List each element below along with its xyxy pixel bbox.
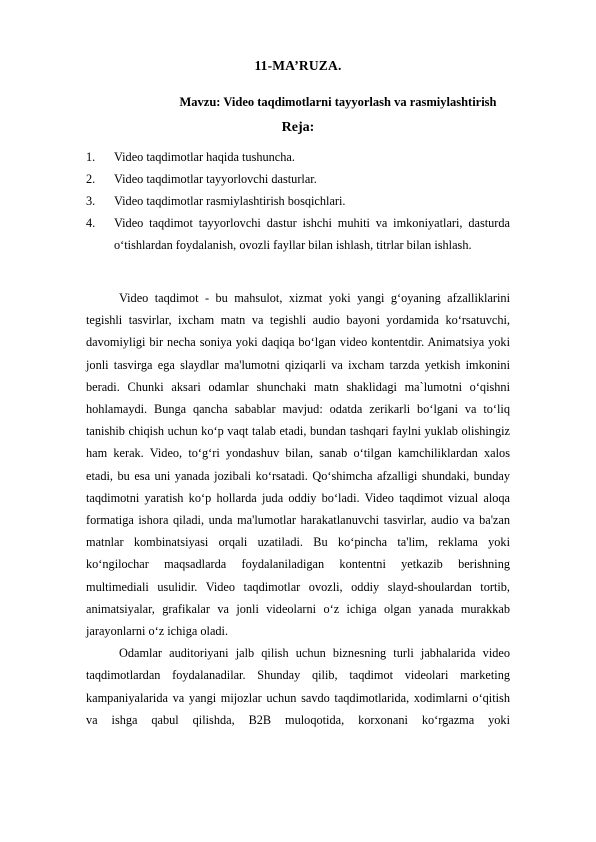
- plan-item-text: Video taqdimotlar rasmiylashtirish bosqichlari.: [114, 194, 346, 208]
- plan-item: [86, 190, 510, 212]
- plan-item-number: 1.: [86, 150, 96, 164]
- paragraph: Odamlar auditoriyani jalb qilish uchun biznesning turli jabhalarida video taqdimotlardan foydalanadilar. Shunday qilib, taqdimot videolari marketing kampaniyalarida va yangi mijozlar uchun savdo taqdimotlarida, xodimlarni o‘qitish va ishga qabul qilishda, B2B muloqotida, korxonani ko‘rgazma yoki: [86, 646, 510, 727]
- plan-item-text: Video taqdimotlar tayyorlovchi dasturlar.: [114, 172, 317, 186]
- plan-item-text: Video taqdimot tayyorlovchi dastur ishchi muhiti va imkoniyatlari, dasturda o‘tishlardan foydalanish, ovozli fayllar bilan ishlash, titrlar bilan ishlash.: [114, 216, 510, 252]
- lecture-title: 11-MA’RUZA.: [254, 58, 342, 73]
- plan-item-number: 2.: [86, 172, 96, 186]
- body-text: [86, 287, 510, 731]
- plan-item-text: Video taqdimotlar haqida tushuncha.: [114, 150, 295, 164]
- plan-item-number: 3.: [86, 194, 96, 208]
- plan-item-number: 4.: [86, 216, 96, 230]
- paragraph: Video taqdimot - bu mahsulot, xizmat yoki yangi g‘oyaning afzalliklarini tegishli tasvirlar, ixcham matn va tegishli audio bayoni yordamida ko‘rsatuvchi, davomiyligi bir necha soniya yoki daqiqa bo‘lgan video kontentdir. Animatsiya yoki jonli tasvirga ega slaydlar ma'lumotni qiziqarli va ixcham tarzda yetkish imkonini beradi. Chunki aksari odamlar shunchaki matn shaklidagi ma`lumotni o‘qishni hohlamaydi. Bunga qancha sabablar mavjud: odatda zerikarli bo‘lgani va to‘liq tanishib chiqish uchun ko‘p vaqt talab etadi, bundan tashqari faylni yuklab olishingiz ham kerak. Video, to‘g‘ri yondashuv bilan, sanab o‘tilgan kamchiliklardan xalos etadi, bu esa uni yanada jozibali ko‘rsatadi. Qo‘shimcha afzalligi shundaki, bunday taqdimotni yaratish ko‘p hollarda juda oddiy bo‘ladi. Video taqdimot vizual aloqa formatiga ishora qiladi, unda ma'lumotlar harakatlanuvchi tasvirlar, audio va ba'zan matnlar kombinatsiyasi orqali uzatiladi. Bu ko‘pincha ta'lim, reklama yoki ko‘ngilochar maqsadlarda foydalaniladigan kontentni yetkazib berishning multimediali usulidir. Video taqdimotlar ovozli, oddiy slayd-shoulardan tortib, animatsiyalar, grafikalar va jonli videolarni o‘z ichiga olgan yanada murakkab jarayonlarni o‘z ichiga oladi.: [86, 291, 510, 639]
- plan-heading: Reja:: [281, 120, 315, 135]
- plan-list: [86, 146, 510, 256]
- plan-item: [86, 168, 510, 190]
- plan-item: [86, 146, 510, 168]
- plan-item: [86, 212, 510, 256]
- lecture-topic: Mavzu: Video taqdimotlarni tayyorlash va rasmiylashtirish: [179, 95, 497, 109]
